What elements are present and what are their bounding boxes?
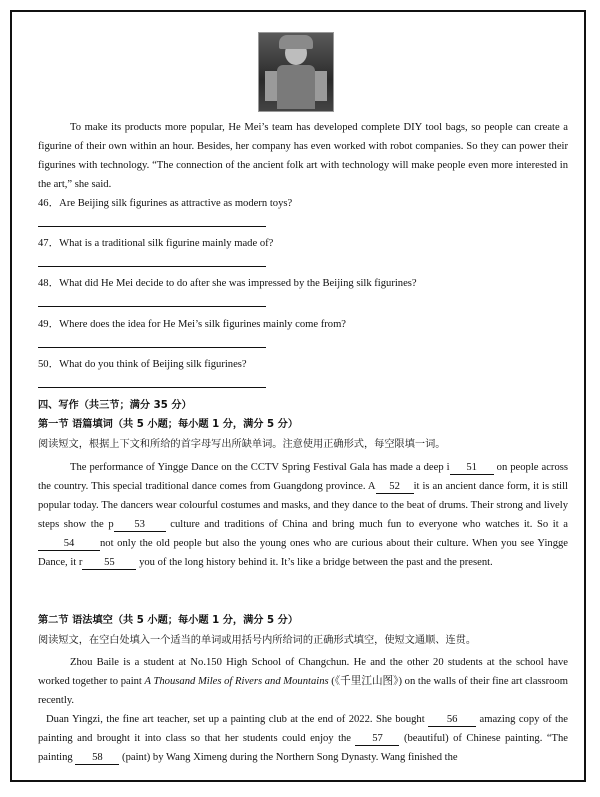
answer-line-48[interactable] (38, 306, 266, 307)
section-title: 四、写作（共三节；满分 35 分） (38, 400, 192, 411)
painting-title: A Thousand Miles of Rivers and Mountains (144, 676, 329, 687)
blank-56[interactable]: 56 (428, 713, 476, 727)
question-49: 49．Where does the idea for He Mei’s silk figurines mainly come from? (38, 319, 347, 330)
exam-page (10, 10, 586, 782)
blank-53[interactable]: 53 (114, 518, 166, 532)
blank-57[interactable]: 57 (355, 732, 399, 746)
question-50: 50．What do you think of Beijing silk figurines? (38, 359, 247, 370)
question-47: 47．What is a traditional silk figurine mainly made of? (38, 238, 274, 249)
part2-passage-2: Duan Yingzi, the fine art teacher, set up a painting club at the end of 2022. She bought 56 amazing copy of the painting and brought it into class so that her students could enjoy the 57 (beautiful) of Chinese painting. “The painting 58 (paint) by Wang Ximeng during the Northern Song Dynasty. Wang finished the (38, 714, 569, 763)
blank-55[interactable]: 55 (82, 556, 136, 570)
part2-passage-1: Zhou Baile is a student at No.150 High School of Changchun. He and the other 20 students at the school have worked together to paint A Thousand Miles of Rivers and Mountains (《千里江山图》) on the walls of their fine art classroom recently. (38, 657, 569, 706)
part1-title: 第一节 语篇填词（共 5 小题；每小题 1 分，满分 5 分） (38, 419, 299, 430)
answer-line-47[interactable] (38, 266, 266, 267)
question-46: 46．Are Beijing silk figurines as attractive as modern toys? (38, 198, 293, 209)
answer-line-46[interactable] (38, 226, 266, 227)
part2-instruction: 阅读短文，在空白处填入一个适当的单词或用括号内所给词的正确形式填空，使短文通顺、连贯。 (38, 635, 477, 646)
part1-instruction: 阅读短文，根据上下文和所给的首字母写出所缺单词。注意使用正确形式，每空限填一词。 (38, 439, 446, 450)
question-48: 48．What did He Mei decide to do after she was impressed by the Beijing silk figurines? (38, 278, 417, 289)
answer-line-49[interactable] (38, 347, 266, 348)
part1-passage: The performance of Yingge Dance on the CCTV Spring Festival Gala has made a deep i 51 on people across the country. This special traditional dance comes from Guangdong province. A 52 it is an ancient dance form, it is still popular today. The dancers wear colourful costumes and masks, and they dance to the beat of drums. Their strong and lively steps show the p 53 culture and traditions of China and bring much fun to everyone who watches it. So it a54 not only the old people but also the young ones who are curious about their culture. When you see Yingge Dance, it r 55 you of the long history behind it. It’s like a bridge between the past and the present. (38, 462, 569, 568)
figurine-photo (258, 32, 334, 112)
blank-52[interactable]: 52 (376, 480, 414, 494)
part2-title: 第二节 语法填空（共 5 小题；每小题 1 分，满分 5 分） (38, 615, 299, 626)
reading-paragraph: To make its products more popular, He Mei’s team has developed complete DIY tool bags, so people can create a figurine of their own within an hour. Besides, her company has even worked with robot companies. So they can power their figurines with technology. “The connection of the ancient folk art with technology will make people even more interested in the art,” she said. (38, 122, 568, 190)
blank-54[interactable]: 54 (38, 537, 100, 551)
answer-line-50[interactable] (38, 387, 266, 388)
blank-58[interactable]: 58 (75, 751, 119, 765)
blank-51[interactable]: 51 (450, 461, 494, 475)
